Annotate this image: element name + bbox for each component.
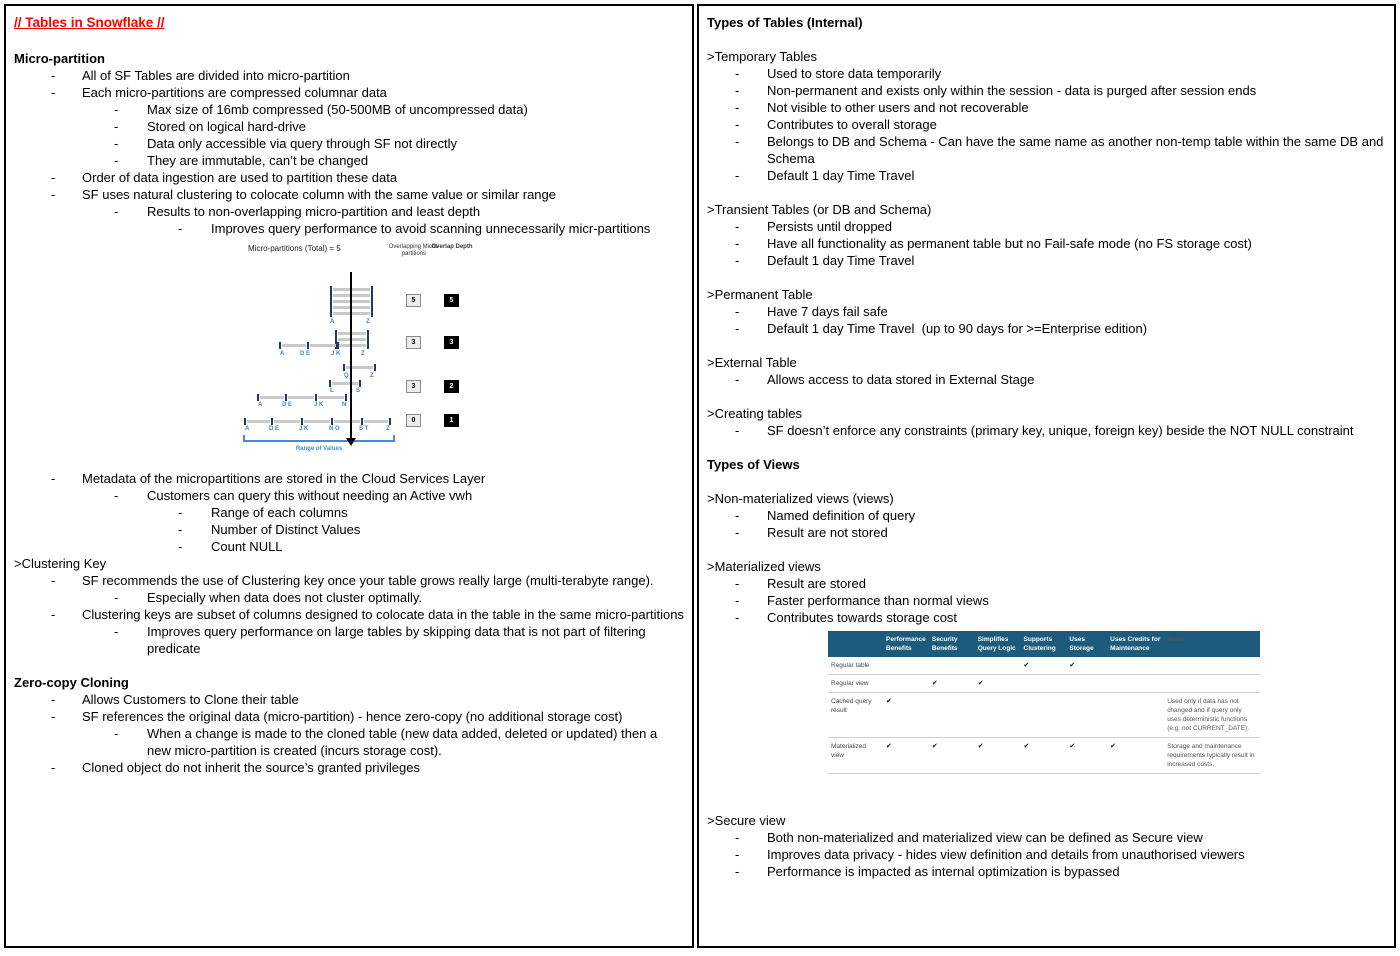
bullet-line — [707, 524, 1386, 541]
views-table-body — [828, 657, 1260, 774]
table-row — [828, 738, 1260, 774]
bullet-line — [707, 218, 1386, 235]
bullet-dash: - — [735, 508, 740, 523]
check-cell: ✔ — [1066, 738, 1107, 774]
bullet-line — [14, 84, 684, 101]
subsection-line: >Permanent Table — [707, 287, 813, 302]
bullet-dash: - — [51, 85, 56, 100]
bullet-line — [707, 507, 1386, 524]
subsection-line: >External Table — [707, 355, 797, 370]
partition-bar — [304, 420, 330, 423]
bullet-dash: - — [735, 864, 740, 879]
bullet-dash: - — [51, 760, 56, 775]
range-axis-arrowhead — [346, 438, 356, 446]
bullet-text: Max size of 16mb compressed (50-500MB of uncompressed data) — [147, 102, 528, 117]
micro-partition-diagram — [240, 244, 480, 462]
notes-cell: Storage and maintenance requirements typically result in increased costs. — [1164, 738, 1260, 774]
partition-bar — [288, 396, 314, 399]
range-label: N — [342, 402, 347, 408]
bullet-line — [14, 538, 684, 555]
partition-bar — [274, 420, 300, 423]
bullet-line — [14, 101, 684, 118]
bullet-text: Performance is impacted as internal optimization is bypassed — [767, 864, 1120, 879]
partition-bar — [260, 396, 284, 399]
bullet-line — [14, 691, 684, 708]
bullet-text: Especially when data does not cluster optimally. — [147, 590, 423, 605]
bullet-line — [707, 65, 1386, 82]
overlapping-count: 3 — [406, 336, 421, 349]
check-cell — [1107, 675, 1164, 693]
subsection-line: >Non-materialized views (views) — [707, 491, 894, 506]
bullet-text: Used to store data temporarily — [767, 66, 942, 81]
bullet-dash: - — [114, 726, 119, 741]
bullet-dash: - — [735, 134, 740, 149]
bullet-dash: - — [735, 610, 740, 625]
range-label: Z — [366, 319, 370, 325]
subsection-line: >Clustering Key — [14, 556, 107, 571]
bullet-line — [14, 606, 684, 623]
range-label: Z — [386, 426, 390, 432]
range-label: S T — [359, 426, 369, 432]
right-blocks-bottom — [707, 778, 1386, 880]
bullet-line — [14, 759, 684, 776]
bullet-line — [14, 708, 684, 725]
left-blocks-bottom — [14, 470, 684, 776]
bullet-line — [707, 575, 1386, 592]
range-label: S — [356, 388, 361, 394]
bullet-line — [14, 487, 684, 504]
range-label: D E — [282, 402, 293, 408]
views-table-header — [828, 631, 1260, 657]
check-cell — [1021, 693, 1067, 738]
bullet-text: Both non-materialized and materialized view can be defined as Secure view — [767, 830, 1203, 845]
bullet-line — [707, 829, 1386, 846]
bullet-dash: - — [114, 102, 119, 117]
col-header-performance-benefits: Performance Benefits — [883, 631, 929, 657]
check-cell: ✔ — [1021, 657, 1067, 675]
subsection-line: >Creating tables — [707, 406, 803, 421]
bullet-dash: - — [114, 153, 119, 168]
bullet-text: Stored on logical hard-drive — [147, 119, 306, 134]
subsection-line: >Secure view — [707, 813, 786, 828]
partition-bar — [318, 396, 344, 399]
range-label: J K — [314, 402, 324, 408]
range-label: A — [280, 351, 285, 357]
bullet-dash: - — [51, 68, 56, 83]
check-cell — [975, 693, 1021, 738]
bullet-line — [14, 152, 684, 169]
bullet-dash: - — [735, 525, 740, 540]
bullet-line — [707, 133, 1386, 167]
bullet-text: Each micro-partitions are compressed columnar data — [82, 85, 387, 100]
check-cell — [1107, 657, 1164, 675]
bullet-line — [707, 320, 1386, 337]
bullet-text: Order of data ingestion are used to partition these data — [82, 170, 398, 185]
diagram-title: Micro-partitions (Total) = 5 — [248, 244, 341, 253]
table-row — [828, 657, 1260, 675]
section-heading: Zero-copy Cloning — [14, 675, 129, 690]
range-label: A — [245, 426, 250, 432]
spacer — [707, 269, 1386, 286]
bullet-line — [14, 169, 684, 186]
bullet-line — [14, 118, 684, 135]
bullet-line — [14, 521, 684, 538]
bullet-dash: - — [735, 117, 740, 132]
bullet-dash: - — [735, 219, 740, 234]
partition-bar — [338, 332, 366, 335]
bullet-line — [707, 609, 1386, 626]
left-panel — [4, 4, 694, 948]
overlapping-count: 5 — [406, 294, 421, 307]
bullet-text: Results to non-overlapping micro-partition and least depth — [147, 204, 481, 219]
bullet-text: Data only accessible via query through SF not directly — [147, 136, 457, 151]
bullet-text: Named definition of query — [767, 508, 916, 523]
subsection-line: >Materialized views — [707, 559, 821, 574]
bullet-dash: - — [114, 119, 119, 134]
check-cell — [1066, 693, 1107, 738]
range-label: J K — [331, 351, 341, 357]
range-of-values-label: Range of Values — [295, 446, 343, 452]
bullet-dash: - — [114, 624, 119, 639]
col-header-notes: Notes — [1164, 631, 1260, 657]
bullet-line — [14, 470, 684, 487]
views-comparison-table — [828, 631, 1260, 774]
bullet-text: Improves query performance to avoid scanning unnecessarily micr-partitions — [211, 221, 651, 236]
bullet-dash: - — [178, 505, 183, 520]
bullet-line — [14, 572, 684, 589]
range-label: A — [258, 402, 263, 408]
bullet-line — [707, 846, 1386, 863]
range-label: J K — [299, 426, 309, 432]
overlap-depth: 1 — [444, 414, 459, 427]
bullet-text: Allows Customers to Clone their table — [82, 692, 299, 707]
range-label: Q — [344, 373, 349, 379]
bullet-dash: - — [735, 576, 740, 591]
row-label: Materialized view — [828, 738, 883, 774]
bullet-text: Have all functionality as permanent table but no Fail-safe mode (no FS storage cost) — [767, 236, 1252, 251]
bullet-line — [707, 592, 1386, 609]
bullet-dash: - — [735, 66, 740, 81]
check-cell: ✔ — [1021, 738, 1067, 774]
bullet-dash: - — [51, 709, 56, 724]
bullet-dash: - — [735, 372, 740, 387]
check-cell — [929, 657, 975, 675]
row-label: Regular view — [828, 675, 883, 693]
check-cell: ✔ — [929, 675, 975, 693]
check-cell: ✔ — [929, 738, 975, 774]
check-cell — [975, 657, 1021, 675]
col-header-uses-storage: Uses Storage — [1066, 631, 1107, 657]
section-heading: Types of Views — [707, 457, 800, 472]
bullet-text: Contributes towards storage cost — [767, 610, 958, 625]
bullet-line — [14, 220, 684, 237]
diagram-col-overlapping: Overlapping Micro-partitions — [388, 244, 440, 257]
check-cell: ✔ — [1066, 657, 1107, 675]
col-header-security-benefits: Security Benefits — [929, 631, 975, 657]
partition-bar — [338, 344, 366, 347]
section-heading: Types of Tables (Internal) — [707, 15, 863, 30]
check-cell — [883, 657, 929, 675]
range-label: D E — [300, 351, 311, 357]
range-axis-arrow — [350, 272, 352, 440]
bullet-line — [707, 167, 1386, 184]
partition-bar — [282, 344, 306, 347]
bullet-dash: - — [178, 522, 183, 537]
bullet-dash: - — [735, 168, 740, 183]
bullet-dash: - — [735, 321, 740, 336]
bullet-text: Persists until dropped — [767, 219, 893, 234]
bullet-dash: - — [735, 83, 740, 98]
doc-title: // Tables in Snowflake // — [14, 15, 165, 30]
bullet-text: Faster performance than normal views — [767, 593, 989, 608]
check-cell: ✔ — [1107, 738, 1164, 774]
bullet-line — [14, 623, 684, 657]
range-label: Z — [370, 373, 374, 379]
bullet-line — [14, 589, 684, 606]
bullet-line — [707, 371, 1386, 388]
bullet-line — [707, 863, 1386, 880]
spacer — [707, 541, 1386, 558]
bullet-text: Belongs to DB and Schema - Can have the same name as another non-temp table within the same DB and Schema — [767, 134, 1388, 166]
bullet-dash: - — [114, 204, 119, 219]
range-label: Z — [361, 351, 365, 357]
spacer — [707, 31, 1386, 48]
table-row — [828, 693, 1260, 738]
bullet-text: When a change is made to the cloned table (new data added, deleted or updated) then a new micro-partition is created (incurs storage cost). — [147, 726, 661, 758]
bullet-text: Not visible to other users and not recoverable — [767, 100, 1029, 115]
bullet-text: They are immutable, can’t be changed — [147, 153, 369, 168]
spacer — [707, 473, 1386, 490]
col-header-uses-credits: Uses Credits for Maintenance — [1107, 631, 1164, 657]
range-label: A — [330, 319, 335, 325]
check-cell — [1066, 675, 1107, 693]
check-cell: ✔ — [883, 693, 929, 738]
bullet-text: Contributes to overall storage — [767, 117, 937, 132]
diagram-col-depth: Overlap Depth — [431, 244, 473, 250]
bullet-dash: - — [735, 593, 740, 608]
bullet-text: Improves data privacy - hides view definition and details from unauthorised viewers — [767, 847, 1245, 862]
notes-cell — [1164, 675, 1260, 693]
bullet-text: Result are stored — [767, 576, 866, 591]
bullet-dash: - — [178, 221, 183, 236]
bullet-line — [707, 116, 1386, 133]
bullet-text: Cloned object do not inherit the source’s granted privileges — [82, 760, 420, 775]
overlap-depth: 5 — [444, 294, 459, 307]
bullet-dash: - — [735, 304, 740, 319]
col-header-supports-clustering: Supports Clustering — [1021, 631, 1067, 657]
bullet-text: Metadata of the micropartitions are stored in the Cloud Services Layer — [82, 471, 486, 486]
partition-bar — [338, 338, 366, 341]
bullet-text: SF references the original data (micro-partition) - hence zero-copy (no additional storage cost) — [82, 709, 623, 724]
bullet-line — [707, 99, 1386, 116]
check-cell — [1107, 693, 1164, 738]
bullet-text: Allows access to data stored in External Stage — [767, 372, 1035, 387]
partition-bar — [334, 420, 360, 423]
spacer — [707, 795, 1386, 812]
bullet-dash: - — [51, 471, 56, 486]
bullet-dash: - — [735, 847, 740, 862]
bullet-line — [14, 135, 684, 152]
bullet-text: Clustering keys are subset of columns designed to colocate data in the table in the same micro-partitions — [82, 607, 684, 622]
bullet-dash: - — [51, 607, 56, 622]
bullet-line — [14, 67, 684, 84]
bullet-dash: - — [735, 236, 740, 251]
right-panel — [697, 4, 1396, 948]
bullet-text: Customers can query this without needing an Active vwh — [147, 488, 473, 503]
notes-cell: Used only if data has not changed and if query only uses deterministic functions (e.g. not CURRENT_DATE). — [1164, 693, 1260, 738]
bullet-line — [14, 186, 684, 203]
bullet-text: Default 1 day Time Travel — [767, 253, 915, 268]
bullet-text: Range of each columns — [211, 505, 348, 520]
spacer — [707, 439, 1386, 456]
bullet-text: SF doesn’t enforce any constraints (primary key, unique, foreign key) beside the NOT NULL constraint — [767, 423, 1354, 438]
overlap-depth: 3 — [444, 336, 459, 349]
bullet-line — [707, 252, 1386, 269]
bullet-text: Count NULL — [211, 539, 283, 554]
bullet-text: Result are not stored — [767, 525, 888, 540]
check-cell: ✔ — [975, 675, 1021, 693]
spacer — [14, 657, 684, 674]
notes-cell — [1164, 657, 1260, 675]
spacer — [707, 337, 1386, 354]
col-header-simplifies-query-logic: Simplifies Query Logic — [975, 631, 1021, 657]
row-label: Regular table — [828, 657, 883, 675]
bullet-line — [14, 203, 684, 220]
check-cell — [1021, 675, 1067, 693]
bullet-text: Default 1 day Time Travel — [767, 168, 915, 183]
partition-bar — [310, 344, 336, 347]
bullet-text: Number of Distinct Values — [211, 522, 361, 537]
row-label: Cached query result — [828, 693, 883, 738]
range-label: N O — [329, 426, 340, 432]
overlapping-count: 0 — [406, 414, 421, 427]
bullet-dash: - — [735, 253, 740, 268]
bullet-text: Non-permanent and exists only within the session - data is purged after session ends — [767, 83, 1257, 98]
bullet-line — [707, 303, 1386, 320]
left-blocks-top — [14, 14, 684, 237]
bullet-line — [14, 504, 684, 521]
col-header-blank — [828, 631, 883, 657]
bullet-line — [707, 82, 1386, 99]
bullet-line — [14, 725, 684, 759]
overlapping-count: 3 — [406, 380, 421, 393]
spacer — [707, 184, 1386, 201]
bullet-dash: - — [114, 136, 119, 151]
spacer — [707, 388, 1386, 405]
bullet-dash: - — [114, 488, 119, 503]
bullet-text: SF recommends the use of Clustering key once your table grows really large (multi-terabyte range). — [82, 573, 654, 588]
check-cell — [929, 693, 975, 738]
right-blocks-top — [707, 14, 1386, 626]
spacer — [707, 778, 1386, 795]
partition-bar — [332, 382, 358, 385]
bullet-dash: - — [51, 170, 56, 185]
check-cell — [883, 675, 929, 693]
range-of-values-bracket — [243, 435, 395, 442]
partition-bar — [364, 420, 388, 423]
bullet-text: Improves query performance on large tables by skipping data that is not part of filtering predicate — [147, 624, 650, 656]
check-cell: ✔ — [883, 738, 929, 774]
bullet-text: All of SF Tables are divided into micro-partition — [82, 68, 350, 83]
table-row — [828, 675, 1260, 693]
bullet-dash: - — [51, 692, 56, 707]
bullet-line — [707, 235, 1386, 252]
subsection-line: >Transient Tables (or DB and Schema) — [707, 202, 932, 217]
bullet-text: SF uses natural clustering to colocate column with the same value or similar range — [82, 187, 556, 202]
bullet-dash: - — [114, 590, 119, 605]
section-heading: Micro-partition — [14, 51, 105, 66]
bullet-dash: - — [51, 573, 56, 588]
subsection-line: >Temporary Tables — [707, 49, 817, 64]
views-table-header-row — [828, 631, 1260, 657]
partition-bar — [247, 420, 270, 423]
bullet-dash: - — [735, 830, 740, 845]
bullet-dash: - — [178, 539, 183, 554]
range-label: L — [330, 388, 334, 394]
bullet-text: Default 1 day Time Travel (up to 90 days for >=Enterprise edition) — [767, 321, 1148, 336]
bullet-line — [707, 422, 1386, 439]
bullet-dash: - — [735, 100, 740, 115]
range-label: D E — [269, 426, 280, 432]
overlap-depth: 2 — [444, 380, 459, 393]
bullet-dash: - — [51, 187, 56, 202]
bullet-text: Have 7 days fail safe — [767, 304, 888, 319]
bullet-dash: - — [735, 423, 740, 438]
check-cell: ✔ — [975, 738, 1021, 774]
